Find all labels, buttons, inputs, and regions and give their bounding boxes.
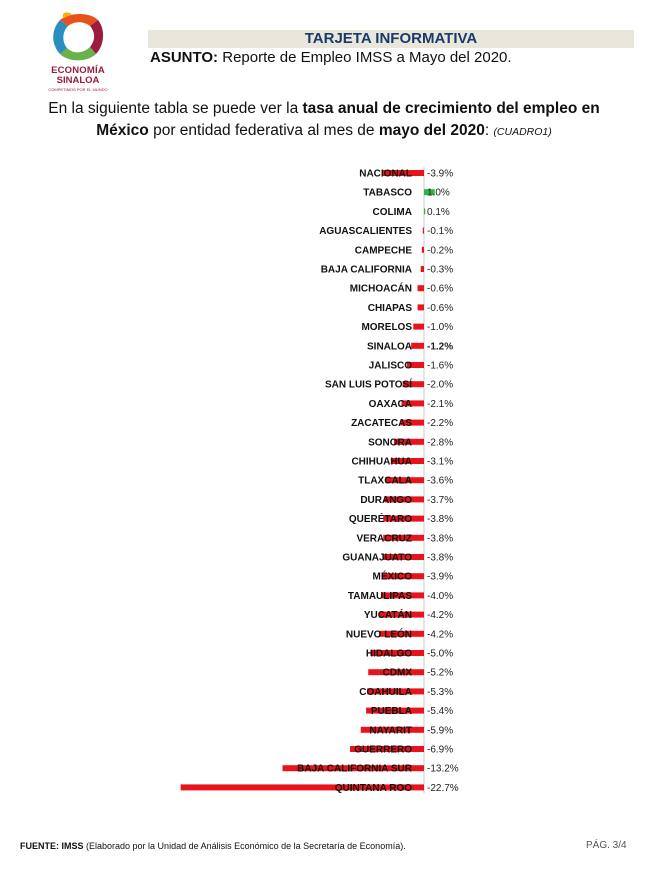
- state-label: PUEBLA: [370, 706, 412, 718]
- bar-9: [411, 343, 424, 349]
- state-label: MICHOACÁN: [349, 283, 412, 295]
- state-label: VERACRUZ: [356, 533, 412, 545]
- value-label: -0.6%: [427, 283, 454, 295]
- footer-source: [20, 841, 406, 851]
- state-label: AGUASCALIENTES: [319, 226, 412, 238]
- intro-bold-1: tasa anual de crecimiento del empleo en: [302, 100, 600, 117]
- state-label: CHIHUAHUA: [351, 456, 412, 468]
- value-label: -3.8%: [427, 514, 454, 526]
- value-label: -3.6%: [427, 475, 454, 487]
- value-label: -2.2%: [427, 418, 454, 430]
- value-label: -1.2%: [427, 341, 454, 353]
- value-label: -3.9%: [427, 168, 454, 180]
- value-label: -2.8%: [427, 437, 454, 449]
- state-label: SINALOA: [367, 341, 412, 353]
- intro-bold-2: México: [96, 122, 149, 139]
- value-label: -2.0%: [427, 379, 454, 391]
- state-label: CHIAPAS: [367, 302, 412, 314]
- value-label: -0.6%: [427, 302, 454, 314]
- bar-2: [424, 208, 425, 214]
- state-label: TABASCO: [363, 187, 412, 199]
- state-label: MORELOS: [361, 322, 412, 334]
- state-label: COLIMA: [372, 206, 412, 218]
- bar-8: [413, 324, 424, 330]
- state-label: GUANAJUATO: [342, 552, 412, 564]
- bar-4: [422, 247, 424, 253]
- value-label: -13.2%: [427, 763, 459, 775]
- value-label: -5.0%: [427, 648, 454, 660]
- value-label: -5.4%: [427, 706, 454, 718]
- value-label: 0.1%: [427, 206, 450, 218]
- value-label: -0.1%: [427, 226, 454, 238]
- footer-source-label: FUENTE: IMSS: [20, 841, 84, 851]
- state-label: QUERÉTARO: [348, 514, 412, 526]
- bar-6: [418, 285, 424, 291]
- state-label: BAJA CALIFORNIA: [320, 264, 412, 276]
- state-label: SONORA: [368, 437, 412, 449]
- state-label: ZACATECAS: [351, 418, 412, 430]
- value-label: -1.6%: [427, 360, 454, 372]
- state-label: CAMPECHE: [354, 245, 412, 257]
- footer-source-text: (Elaborado por la Unidad de Análisis Económico de la Secretaría de Economía).: [83, 841, 406, 851]
- state-label: SAN LUIS POTOSÍ: [324, 379, 412, 391]
- state-label: DURANGO: [360, 494, 412, 506]
- value-label: -0.3%: [427, 264, 454, 276]
- bar-3: [423, 228, 424, 234]
- value-label: -3.7%: [427, 494, 454, 506]
- intro-reference: (CUADRO1): [493, 126, 552, 138]
- value-label: -5.3%: [427, 686, 454, 698]
- logo-line-2: SINALOA: [56, 75, 100, 86]
- value-label: -4.2%: [427, 629, 454, 641]
- value-label: -5.9%: [427, 725, 454, 737]
- state-label: BAJA CALIFORNIA SUR: [297, 763, 412, 775]
- value-label: -0.2%: [427, 245, 454, 257]
- value-label: -4.0%: [427, 590, 454, 602]
- bar-7: [418, 304, 424, 310]
- state-label: QUINTANA ROO: [334, 782, 412, 794]
- subject-label: ASUNTO:: [150, 49, 219, 66]
- bar-5: [421, 266, 424, 272]
- value-label: -3.1%: [427, 456, 454, 468]
- intro-part-2: por entidad federativa al mes de: [148, 122, 379, 139]
- state-label: TLAXCALA: [358, 475, 412, 487]
- value-label: -2.1%: [427, 398, 454, 410]
- state-label: MÉXICO: [372, 571, 412, 583]
- page-number: PÁG. 3/4: [586, 840, 627, 851]
- logo-line-1: ECONOMÍA: [51, 65, 105, 76]
- state-label: CDMX: [382, 667, 412, 679]
- state-label: JALISCO: [368, 360, 412, 372]
- intro-part-1: En la siguiente tabla se puede ver la: [48, 100, 303, 117]
- state-label: YUCATÁN: [363, 610, 412, 622]
- state-label: NACIONAL: [359, 168, 412, 180]
- state-label: NUEVO LEÓN: [345, 629, 412, 641]
- state-label: HIDALGO: [365, 648, 412, 660]
- logo-tagline: COMPETIMOS POR EL MUNDO: [48, 87, 108, 92]
- state-label: COAHUILA: [359, 686, 412, 698]
- page-title: TARJETA INFORMATIVA: [304, 30, 478, 47]
- value-label: -3.9%: [427, 571, 454, 583]
- value-label: -5.2%: [427, 667, 454, 679]
- value-label: -6.9%: [427, 744, 454, 756]
- value-label: -3.8%: [427, 552, 454, 564]
- value-label: -3.8%: [427, 533, 454, 545]
- state-label: OAXACA: [368, 398, 412, 410]
- state-label: GUERRERO: [354, 744, 412, 756]
- value-label: -4.2%: [427, 610, 454, 622]
- value-label: 1.0%: [427, 187, 450, 199]
- state-label: NAYARIT: [369, 725, 412, 737]
- subject-text: Reporte de Empleo IMSS a Mayo del 2020.: [222, 49, 512, 66]
- value-label: -22.7%: [427, 782, 459, 794]
- value-label: -1.0%: [427, 322, 454, 334]
- intro-part-3: :: [484, 122, 494, 139]
- state-label: TAMAULIPAS: [347, 590, 412, 602]
- intro-bold-3: mayo del 2020: [378, 122, 485, 139]
